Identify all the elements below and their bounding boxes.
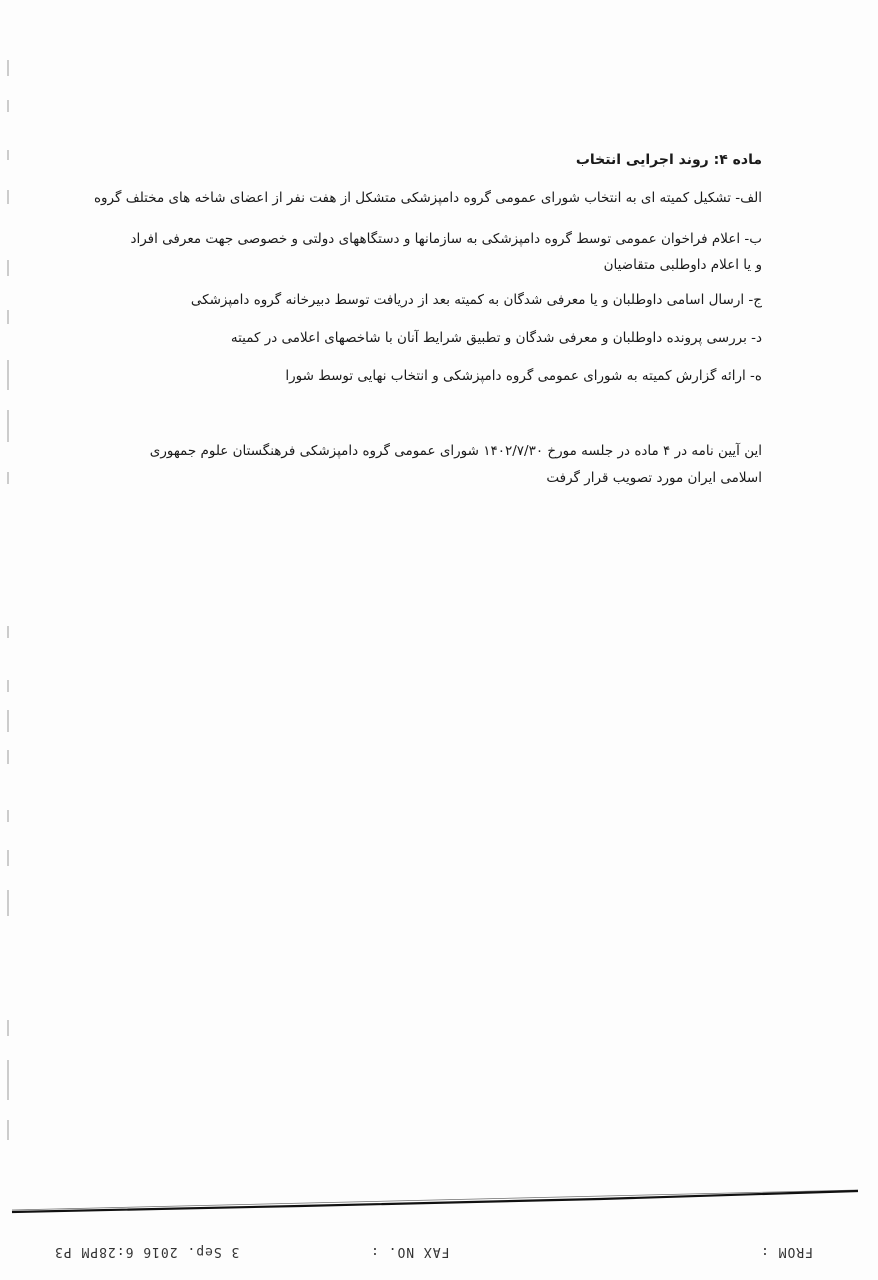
list-item-jim: ج- ارسال اسامی داوطلبان و یا معرفی شدگان به کمیته بعد از دریافت توسط دبیرخانه گروه دامپزشکی xyxy=(190,292,762,308)
list-item-he: ه- ارائه گزارش کمیته به شورای عمومی گروه دامپزشکی و انتخاب نهایی توسط شورا xyxy=(285,368,762,384)
list-item-be: ب- اعلام فراخوان عمومی توسط گروه دامپزشکی به سازمانها و دستگاههای دولتی و خصوصی جهت معرفی افراد و یا اعلام داوطلبی متقاضیان xyxy=(130,231,762,273)
fax-from-label: FROM : xyxy=(760,1244,813,1259)
article-heading: ماده ۴: روند اجرایی انتخاب xyxy=(575,152,762,168)
fax-separator-line xyxy=(0,1188,878,1218)
fax-datetime-page: 3 Sep. 2016 6:28PM P3 xyxy=(54,1244,240,1259)
fax-number-label: FAX NO. : xyxy=(370,1244,450,1259)
fax-transmission-header xyxy=(0,1244,878,1264)
list-item-dal: د- بررسی پرونده داوطلبان و معرفی شدگان و تطبیق شرایط آنان با شاخصهای اعلامی در کمیته xyxy=(230,330,762,346)
scan-edge-marks xyxy=(6,60,10,1150)
closing-paragraph: این آیین نامه در ۴ ماده در جلسه مورخ ۱۴۰۲/۷/۳۰ شورای عمومی گروه دامپزشکی فرهنگستان علوم جمهوری اسلامی ایران مورد تصویب قرار گرفت xyxy=(149,443,762,486)
list-item-alef: الف- تشکیل کمیته ای به انتخاب شورای عمومی گروه دامپزشکی متشکل از هفت نفر از اعضای شاخه های مختلف گروه xyxy=(93,190,762,206)
